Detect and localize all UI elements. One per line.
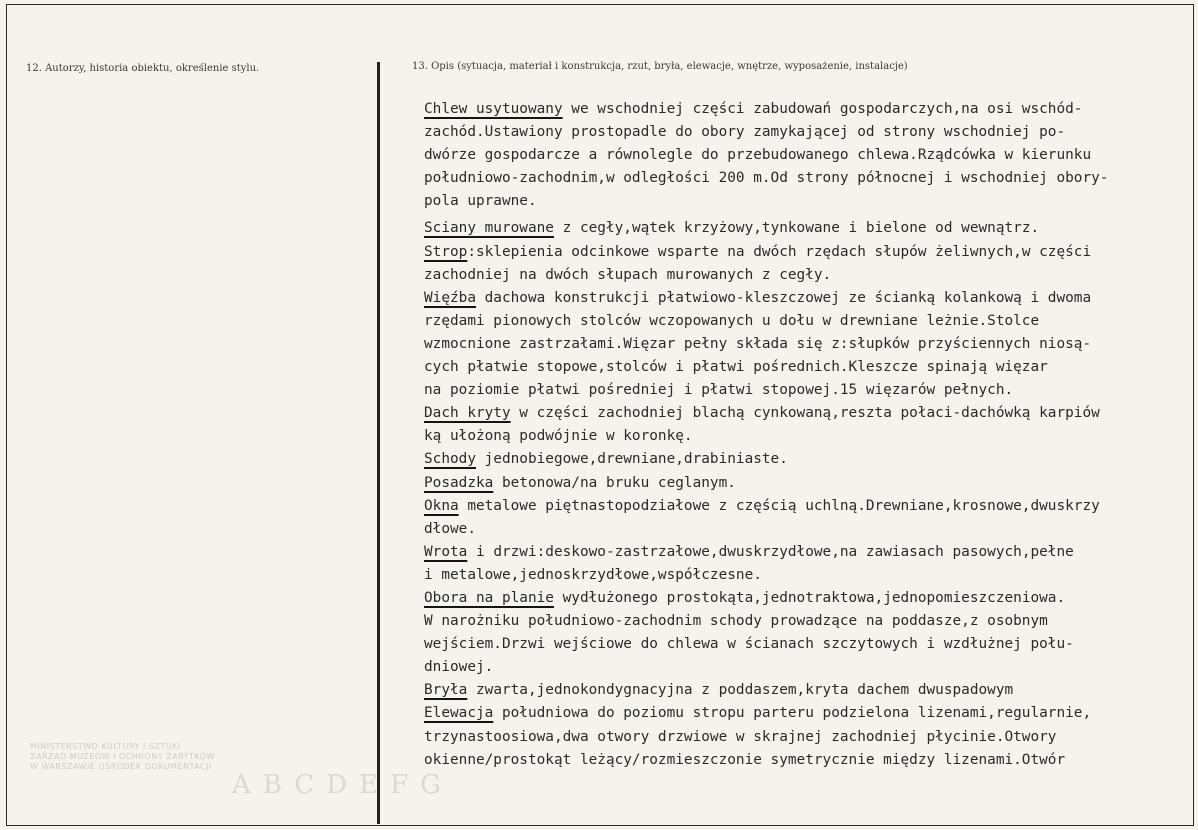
text-line — [424, 495, 1198, 518]
line-text: i drzwi:deskowo-zastrzałowe,dwuskrzydłowe,na zawiasach pasowych,pełne — [467, 543, 1074, 560]
line-text: wzmocnione zastrzałami.Więzar pełny składa się z:słupków przyściennych niosą- — [424, 335, 1092, 352]
line-text: dwórze gospodarcze a równolegle do przebudowanego chlewa.Rządcówka w kierunku — [424, 147, 1092, 164]
line-text: z cegły,wątek krzyżowy,tynkowane i bielone od wewnątrz. — [553, 220, 1040, 237]
underlined-keyword: Wrota — [424, 543, 468, 560]
text-line — [424, 121, 1198, 144]
underlined-keyword: Okna — [424, 497, 459, 514]
text-line — [424, 310, 1198, 333]
text-line — [424, 587, 1198, 610]
text-line — [424, 633, 1198, 656]
line-text: trzynastoosiowa,dwa otwory drzwiowe w skrajnej zachodniej płycinie.Otwory — [424, 728, 1057, 745]
text-line — [424, 448, 1198, 471]
line-text: we wschodniej części zabudowań gospodarczych,na osi wschód- — [562, 101, 1083, 117]
line-text: dachowa konstrukcji płatwiowo-kleszczowej ze ścianką kolankową i dwoma — [475, 289, 1092, 306]
section-12-header: 12. Autorzy, historia obiektu, określenie stylu. — [26, 63, 260, 74]
text-line — [424, 564, 1198, 587]
line-text: w części zachodniej blachą cynkowaną,reszta połaci-dachówką karpiów — [510, 405, 1100, 422]
text-line — [424, 702, 1198, 725]
line-text: metalowe piętnastopodziałowe z częścią uchlną.Drewniane,krosnowe,dwuskrzy — [458, 497, 1100, 514]
line-text: :sklepienia odcinkowe wsparte na dwóch rzędach słupów żeliwnych,w części — [467, 243, 1092, 260]
section-13-header: 13. Opis (sytuacja, materiał i konstrukcja, rzut, bryła, elewacje, wnętrze, wyposażenie, instalacje) — [412, 61, 908, 72]
text-line — [424, 656, 1198, 679]
line-text: pola uprawne. — [424, 193, 537, 210]
text-line — [424, 472, 1198, 495]
text-line — [424, 264, 1198, 287]
text-line — [424, 379, 1198, 402]
description-paragraph — [424, 98, 1198, 213]
underlined-keyword: Więźba — [424, 289, 476, 306]
line-text: ką ułożoną podwójnie w koronkę. — [424, 428, 693, 445]
line-text: zwarta,jednokondygnacyjna z poddaszem,kryta dachem dwuspadowym — [467, 682, 1014, 699]
text-line — [424, 287, 1198, 310]
line-text: W narożniku południowo-zachodnim schody prowadzące na poddasze,z osobnym — [424, 613, 1048, 630]
line-text: dniowej. — [424, 659, 494, 676]
underlined-keyword: Sciany murowane — [424, 220, 554, 237]
line-text: dłowe. — [424, 520, 476, 537]
text-line — [424, 749, 1198, 772]
underlined-keyword: Strop — [424, 243, 468, 260]
text-line — [424, 217, 1198, 240]
text-line — [424, 518, 1198, 541]
text-line — [424, 333, 1198, 356]
description-text — [424, 98, 1198, 772]
line-text: rzędami pionowych stolców wczopowanych u dołu w drewniane leżnie.Stolce — [424, 312, 1040, 329]
underlined-keyword: Dach kryty — [424, 405, 511, 422]
underlined-keyword: Obora na planie — [424, 589, 554, 606]
line-text: południowa do poziomu stropu parteru podzielona lizenami,regularnie, — [493, 705, 1092, 722]
faint-printed-stamp: MINISTERSTWO KULTURY I SZTUKI ZARZĄD MUZEÓW I OCHRONY ZABYTKÓW W WARSZAWIE OŚRODEK DOKUMENTACJI — [30, 742, 215, 771]
line-text: na poziomie płatwi pośredniej i płatwi stopowej.15 więzarów pełnych. — [424, 382, 1014, 399]
line-text: okienne/prostokąt leżący/rozmieszczonie symetrycznie między lizenami.Otwór — [424, 751, 1066, 768]
faint-printed-letters: ABCDEFG — [232, 770, 453, 800]
line-text: zachód.Ustawiony prostopadle do obory zamykającej od strony wschodniej po- — [424, 124, 1066, 141]
line-text: wejściem.Drzwi wejściowe do chlewa w ścianach szczytowych i wzdłużnej połu- — [424, 636, 1074, 653]
column-divider — [377, 62, 380, 824]
line-text: zachodniej na dwóch słupach murowanych z cegły. — [424, 266, 832, 283]
line-text: cych płatwie stopowe,stolców i płatwi pośrednich.Kleszcze spinają więzar — [424, 359, 1048, 376]
underlined-keyword: Posadzka — [424, 474, 494, 491]
underlined-keyword: Chlew usytuowany — [424, 101, 563, 117]
text-line — [424, 190, 1198, 213]
underlined-keyword: Elewacja — [424, 705, 494, 722]
line-text: wydłużonego prostokąta,jednotraktowa,jednopomieszczeniowa. — [553, 589, 1066, 606]
text-line — [424, 144, 1198, 167]
text-line — [424, 541, 1198, 564]
text-line — [424, 726, 1198, 749]
text-line — [424, 98, 1198, 121]
text-line — [424, 356, 1198, 379]
text-line — [424, 167, 1198, 190]
text-line — [424, 425, 1198, 448]
line-text: południowo-zachodnim,w odległości 200 m.Od strony północnej i wschodniej obory- — [424, 170, 1109, 187]
text-line — [424, 241, 1198, 264]
line-text: i metalowe,jednoskrzydłowe,współczesne. — [424, 566, 762, 583]
text-line — [424, 610, 1198, 633]
text-line — [424, 679, 1198, 702]
underlined-keyword: Bryła — [424, 682, 468, 699]
underlined-keyword: Schody — [424, 451, 476, 468]
line-text: betonowa/na bruku ceglanym. — [493, 474, 736, 491]
description-paragraph — [424, 217, 1198, 771]
line-text: jednobiegowe,drewniane,drabiniaste. — [475, 451, 788, 468]
text-line — [424, 402, 1198, 425]
